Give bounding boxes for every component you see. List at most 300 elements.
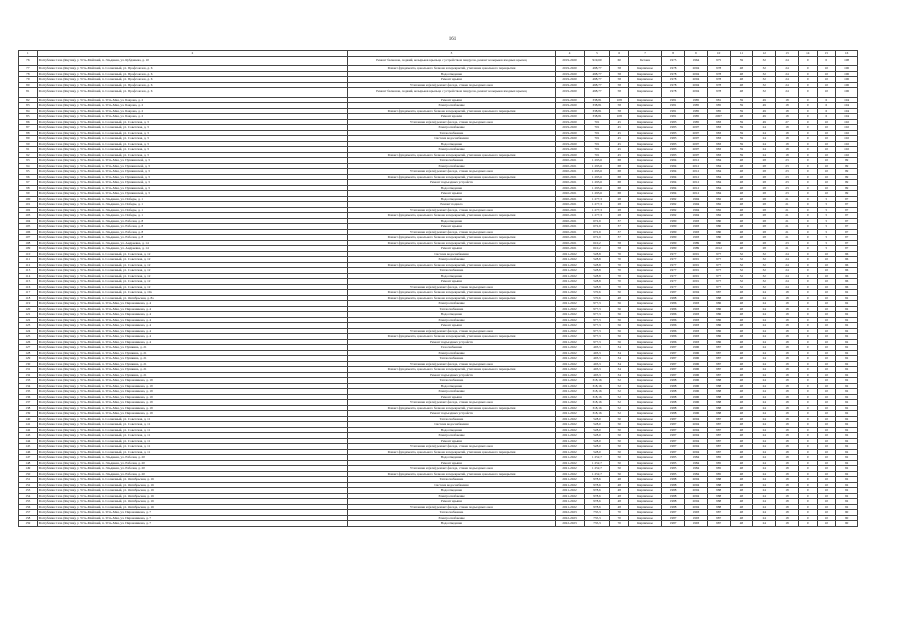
table-cell: 52: [610, 389, 629, 395]
table-cell: 2019-2020: [555, 136, 584, 142]
table-cell: 68: [610, 163, 629, 169]
table-cell: 10: [817, 356, 836, 362]
table-cell: 32: [753, 66, 776, 72]
table-cell: 23: [776, 158, 799, 164]
table-cell: Газоснабжение: [348, 345, 555, 351]
table-cell: 1996: [684, 345, 707, 351]
table-cell: 2020-2021: [555, 174, 584, 180]
table-cell: 978,6: [584, 482, 610, 488]
table-cell: 1986: [662, 328, 685, 334]
table-cell: 48: [730, 466, 753, 472]
table-cell: Кирпичное: [629, 97, 662, 103]
table-cell: 977,3: [584, 339, 610, 345]
table-cell: Электроснабжение: [348, 257, 555, 263]
table-cell: 24: [776, 251, 799, 257]
table-cell: Кирпичное: [629, 400, 662, 406]
table-cell: 48: [730, 224, 753, 230]
table-cell: 403,3: [584, 350, 610, 356]
table-cell: 24: [753, 449, 776, 455]
table-cell: 48: [730, 433, 753, 439]
table-cell: 6: [817, 108, 836, 114]
table-cell: 2021-2022: [555, 356, 584, 362]
table-cell: 0: [798, 361, 817, 367]
table-cell: Республика Саха (Якутия), у. Усть-Майский, п. Эльдикан, ул. Рабочая, д. 20: [37, 471, 348, 477]
table-cell: 102: [836, 152, 858, 158]
table-cell: 528,0: [584, 444, 610, 450]
table-cell: 24: [753, 411, 776, 417]
table-cell: 18: [776, 427, 799, 433]
table-cell: 2012: [684, 163, 707, 169]
table-cell: Республика Саха (Якутия), у. Усть-Майский, п. Эльдикан, ул. Победы, д. 1: [37, 207, 348, 213]
table-cell: 978,6: [584, 493, 610, 499]
table-cell: 610,2: [584, 240, 610, 246]
table-cell: 56: [610, 334, 629, 340]
table-cell: 68: [610, 191, 629, 197]
table-cell: 92: [836, 350, 858, 356]
table-cell: 978: [707, 66, 730, 72]
table-cell: 2004: [684, 422, 707, 428]
table-cell: 52: [610, 411, 629, 417]
table-cell: 48: [730, 207, 753, 213]
table-cell: 10: [817, 394, 836, 400]
table-cell: 117: [19, 290, 38, 296]
table-cell: 68: [610, 185, 629, 191]
table-cell: 2004: [684, 433, 707, 439]
table-cell: 983: [707, 119, 730, 125]
table-cell: Республика Саха (Якутия), у. Усть-Майский, п. Солнечный, ул. Советская, д. 11: [37, 433, 348, 439]
table-cell: 106: [836, 82, 858, 88]
table-cell: Кирпичное: [629, 196, 662, 202]
table-cell: 24: [753, 136, 776, 142]
table-cell: 128: [19, 350, 38, 356]
table-cell: 1987: [662, 372, 685, 378]
table-cell: 10: [817, 477, 836, 483]
table-cell: 48: [610, 295, 629, 301]
table-cell: 56: [610, 339, 629, 345]
table-cell: 1978: [662, 77, 685, 83]
table-cell: Республика Саха (Якутия), у. Усть-Майский, п. Солнечный, ул. Профсоюзов, д. 6: [37, 82, 348, 88]
table-cell: 76: [19, 56, 38, 66]
table-cell: 2001: [684, 262, 707, 268]
table-cell: Республика Саха (Якутия), у. Усть-Майский, п. Эльдикан, ул. Победы, д. 1: [37, 213, 348, 219]
table-cell: 2021-2022: [555, 273, 584, 279]
table-cell: 129: [19, 356, 38, 362]
table-cell: Республика Саха (Якутия), у. Усть-Майский, п. Солнечный, ул. Советская, д. 11: [37, 449, 348, 455]
table-cell: 120: [19, 306, 38, 312]
table-cell: 70: [610, 284, 629, 290]
table-cell: 50: [610, 438, 629, 444]
table-cell: 2019-2020: [555, 125, 584, 131]
table-cell: 1987: [662, 367, 685, 373]
table-cell: 24: [776, 273, 799, 279]
table-cell: Республика Саха (Якутия), у. Усть-Майский, п. Солнечный, ул. Профсоюзов, д. 6: [37, 71, 348, 77]
table-cell: Теплоснабжение: [348, 416, 555, 422]
table-cell: 988: [707, 383, 730, 389]
table-cell: 528,8: [584, 284, 610, 290]
table-cell: 92: [836, 504, 858, 510]
table-cell: Республика Саха (Якутия), у. Усть-Майский, п. Эльдикан, ул. Рабочая, д. 20: [37, 460, 348, 466]
table-cell: 5: [817, 246, 836, 252]
table-cell: 10: [817, 405, 836, 411]
table-cell: Республика Саха (Якутия), у. Усть-Майский, п. Усть-Мая, ул. Боярова, д. 2: [37, 97, 348, 103]
table-cell: 2022-2023: [555, 510, 584, 516]
table-cell: 140: [19, 416, 38, 422]
table-cell: Республика Саха (Якутия), у. Усть-Майский, п. Усть-Мая, ул. Пушкина, д. 21: [37, 356, 348, 362]
table-cell: 10: [817, 334, 836, 340]
table-cell: 0: [798, 515, 817, 521]
table-cell: 24: [753, 295, 776, 301]
table-cell: Кирпичное: [629, 334, 662, 340]
table-cell: Республика Саха (Якутия), у. Усть-Майский, п. Солнечный, ул. Октябрьская, д. 16: [37, 493, 348, 499]
table-cell: 48: [610, 488, 629, 494]
table-cell: 24: [753, 147, 776, 153]
table-cell: Кирпичное: [629, 444, 662, 450]
table-cell: 24: [753, 389, 776, 395]
table-cell: 735,3: [584, 510, 610, 516]
table-cell: Ремонт крыши: [348, 394, 555, 400]
table-cell: 70: [610, 510, 629, 516]
table-cell: 18: [776, 389, 799, 395]
table-cell: 18: [776, 438, 799, 444]
table-cell: 10: [817, 323, 836, 329]
table-cell: 48: [730, 438, 753, 444]
table-cell: 987: [707, 345, 730, 351]
table-cell: 2020-2021: [555, 163, 584, 169]
table-cell: 153: [19, 488, 38, 494]
table-cell: 10: [817, 141, 836, 147]
table-cell: 977,3: [584, 328, 610, 334]
table-cell: 986: [707, 312, 730, 318]
table-cell: 28: [610, 213, 629, 219]
table-cell: 0: [798, 405, 817, 411]
table-cell: 102: [836, 147, 858, 153]
table-cell: 48: [730, 356, 753, 362]
table-cell: 68: [610, 158, 629, 164]
table-cell: Кирпичное: [629, 191, 662, 197]
table-cell: 977: [707, 268, 730, 274]
table-cell: 1996: [684, 400, 707, 406]
table-cell: Водоотведение: [348, 196, 555, 202]
table-cell: 18: [776, 521, 799, 527]
table-cell: 1993: [684, 521, 707, 527]
table-cell: Кирпичное: [629, 482, 662, 488]
table-cell: 97: [836, 235, 858, 241]
table-cell: 1 252,7: [584, 471, 610, 477]
table-cell: 131: [19, 367, 38, 373]
table-cell: 98: [19, 185, 38, 191]
table-cell: 984: [707, 158, 730, 164]
table-cell: 977: [707, 257, 730, 263]
table-cell: 1993: [684, 312, 707, 318]
table-cell: 1996: [684, 350, 707, 356]
table-cell: 116: [19, 284, 38, 290]
table-cell: Республика Саха (Якутия), у. Усть-Майский, п. Усть-Мая, ул. Пушкина, д. 21: [37, 367, 348, 373]
table-cell: Республика Саха (Якутия), у. Усть-Майский, п. Эльдикан, ул. Кубдашева, д. 10: [37, 56, 348, 66]
table-cell: Кирпичное: [629, 389, 662, 395]
table-cell: 59: [730, 136, 753, 142]
table-cell: 58: [610, 103, 629, 109]
table-cell: Кирпичное: [629, 180, 662, 186]
table-cell: Ремонт подъездных устройств: [348, 411, 555, 417]
table-cell: Кирпичное: [629, 433, 662, 439]
table-cell: Кирпичное: [629, 152, 662, 158]
table-cell: Республика Саха (Якутия), у. Усть-Майский, п. Солнечный, ул. Советская, д. 12: [37, 284, 348, 290]
table-cell: 0: [798, 56, 817, 66]
table-cell: 2021-2022: [555, 488, 584, 494]
table-cell: 1 293,6: [584, 158, 610, 164]
table-cell: Кирпичное: [629, 103, 662, 109]
table-cell: 48: [730, 246, 753, 252]
table-cell: Кирпичное: [629, 323, 662, 329]
table-cell: Ремонт крыши: [348, 323, 555, 329]
table-cell: 18: [776, 339, 799, 345]
table-cell: 1988: [662, 499, 685, 505]
table-cell: Ремонт фундамента, цокольного балкона и перекрытий, утепление цокольного перекрытия: [348, 295, 555, 301]
table-cell: 980: [707, 229, 730, 235]
table-cell: 58: [610, 71, 629, 77]
table-cell: Утепление и (или) ремонт фасада, ставен подъездных окон: [348, 229, 555, 235]
table-cell: 124: [19, 328, 38, 334]
table-cell: Кирпичное: [629, 295, 662, 301]
table-cell: 570,6: [584, 290, 610, 296]
table-cell: 24: [753, 471, 776, 477]
table-cell: 24: [753, 427, 776, 433]
table-cell: 0: [798, 400, 817, 406]
column-number-cell: 3: [348, 51, 555, 57]
table-cell: Ремонт крыши: [348, 246, 555, 252]
table-cell: 2021-2022: [555, 405, 584, 411]
table-cell: Республика Саха (Якутия), у. Усть-Майский, п. Солнечный, ул. Советская, д. 11: [37, 444, 348, 450]
table-cell: 34: [610, 345, 629, 351]
table-cell: Кирпичное: [629, 268, 662, 274]
table-cell: Кирпичное: [629, 460, 662, 466]
table-cell: Ремонт крыши: [348, 279, 555, 285]
table-cell: 1980: [662, 218, 685, 224]
table-cell: 1977: [662, 257, 685, 263]
table-cell: 70: [610, 257, 629, 263]
table-cell: 10: [817, 268, 836, 274]
table-cell: 1 293,6: [584, 163, 610, 169]
table-cell: Республика Саха (Якутия), у. Усть-Майский, п. Солнечный, ул. Советская, д. 3: [37, 119, 348, 125]
table-cell: Ремонт крыши: [348, 460, 555, 466]
table-cell: 1986: [662, 312, 685, 318]
table-cell: Водоотведение: [348, 455, 555, 461]
table-cell: 498,77: [584, 88, 610, 98]
table-cell: 50: [610, 422, 629, 428]
table-cell: 24: [753, 394, 776, 400]
table-cell: 48: [730, 66, 753, 72]
table-cell: Ремонт фундамента, цокольного балкона и перекрытий, утепление цокольного перекрытия: [348, 367, 555, 373]
table-cell: 498,77: [584, 77, 610, 83]
table-cell: Кирпичное: [629, 279, 662, 285]
table-cell: Республика Саха (Якутия), у. Усть-Майский, п. Солнечный, ул. Советская, д. 3: [37, 141, 348, 147]
table-cell: 701: [584, 119, 610, 125]
table-cell: 983: [707, 125, 730, 131]
table-cell: 2004: [684, 504, 707, 510]
table-cell: Республика Саха (Якутия), у. Усть-Майский, п. Эльдикан, ул. Рабочая, д. 8: [37, 235, 348, 241]
table-cell: 2019-2020: [555, 82, 584, 88]
table-cell: 18: [776, 125, 799, 131]
table-cell: 1987: [662, 444, 685, 450]
table-cell: Система водоснабжения: [348, 136, 555, 142]
table-cell: 52: [610, 383, 629, 389]
table-cell: 1 277,3: [584, 196, 610, 202]
table-cell: 48: [730, 235, 753, 241]
table-cell: 2004: [684, 499, 707, 505]
table-cell: 1986: [662, 334, 685, 340]
table-cell: 10: [817, 504, 836, 510]
table-cell: Ремонт кровли: [348, 114, 555, 120]
table-cell: 1994: [684, 207, 707, 213]
table-cell: 2020-2021: [555, 180, 584, 186]
table-cell: 528,8: [584, 268, 610, 274]
table-cell: 92: [836, 400, 858, 406]
table-cell: Республика Саха (Якутия), у. Усть-Майский, п. Солнечный, ул. Октябрьская, д. 16: [37, 504, 348, 510]
table-cell: 18: [776, 361, 799, 367]
table-cell: 0: [798, 229, 817, 235]
table-cell: 1993: [684, 218, 707, 224]
table-cell: Ремонт фундамента, цокольного балкона и перекрытий, утепление цокольного перекрытия: [348, 108, 555, 114]
table-cell: 0: [798, 152, 817, 158]
table-cell: 24: [753, 372, 776, 378]
table-cell: 985: [707, 455, 730, 461]
table-cell: 18: [776, 367, 799, 373]
table-cell: 28: [753, 163, 776, 169]
table-cell: 1993: [684, 339, 707, 345]
table-cell: 672,9: [584, 235, 610, 241]
table-cell: Электроснабжение: [348, 433, 555, 439]
table-cell: 0: [798, 295, 817, 301]
table-cell: 0: [798, 88, 817, 98]
table-cell: 24: [753, 488, 776, 494]
table-cell: 52: [610, 378, 629, 384]
table-cell: 528,0: [584, 438, 610, 444]
table-cell: 10: [817, 82, 836, 88]
table-cell: 987: [707, 416, 730, 422]
table-cell: 986: [707, 334, 730, 340]
table-cell: 1980: [662, 240, 685, 246]
table-cell: 92: [836, 317, 858, 323]
table-cell: 92: [836, 482, 858, 488]
table-cell: 99: [836, 163, 858, 169]
table-cell: 18: [776, 378, 799, 384]
table-cell: 2021-2022: [555, 301, 584, 307]
table-cell: 48: [730, 88, 753, 98]
table-cell: 21: [776, 235, 799, 241]
table-cell: Водоотведение: [348, 141, 555, 147]
table-cell: 28: [610, 202, 629, 208]
table-cell: 34: [610, 367, 629, 373]
table-cell: 24: [753, 521, 776, 527]
table-cell: Кирпичное: [629, 378, 662, 384]
table-cell: 123: [19, 323, 38, 329]
table-cell: Республика Саха (Якутия), у. Усть-Майский, п. Солнечный, ул. Октябрьская, д. 16: [37, 477, 348, 483]
table-cell: 28: [753, 240, 776, 246]
column-number-cell: 4: [555, 51, 584, 57]
table-cell: 24: [753, 455, 776, 461]
table-cell: 1996: [684, 405, 707, 411]
column-number-cell: 13: [776, 51, 799, 57]
table-cell: Ремонт фундамента, цокольного балкона и перекрытий, утепление цокольного перекрытия: [348, 471, 555, 477]
table-cell: 48: [730, 383, 753, 389]
table-cell: 984: [707, 174, 730, 180]
table-cell: 10: [817, 438, 836, 444]
table-cell: 1996: [684, 361, 707, 367]
table-cell: 6: [817, 114, 836, 120]
table-cell: 2004: [684, 449, 707, 455]
table-cell: 0: [798, 273, 817, 279]
table-cell: Республика Саха (Якутия), у. Усть-Майский, п. Усть-Мая, ул. Боярова, д. 2: [37, 103, 348, 109]
table-cell: 0: [798, 262, 817, 268]
table-cell: 2021-2022: [555, 361, 584, 367]
table-cell: 50: [610, 466, 629, 472]
table-cell: 2012: [707, 246, 730, 252]
table-cell: 48: [730, 317, 753, 323]
table-cell: 2004: [684, 477, 707, 483]
table-cell: 24: [753, 400, 776, 406]
table-cell: 59: [730, 103, 753, 109]
table-cell: 10: [817, 488, 836, 494]
table-cell: Кирпичное: [629, 306, 662, 312]
table-cell: 10: [817, 460, 836, 466]
table-cell: 10: [817, 427, 836, 433]
table-cell: 18: [776, 466, 799, 472]
table-cell: 318,16: [584, 411, 610, 417]
table-cell: 118: [19, 295, 38, 301]
table-cell: 24: [753, 345, 776, 351]
table-cell: 0: [798, 466, 817, 472]
table-cell: 58: [610, 108, 629, 114]
table-cell: 2019-2020: [555, 119, 584, 125]
table-cell: Утепление и (или) ремонт фасада, ставен подъездных окон: [348, 361, 555, 367]
table-cell: Кирпичное: [629, 240, 662, 246]
table-cell: 92: [836, 488, 858, 494]
table-cell: 32: [730, 257, 753, 263]
table-cell: 1987: [662, 510, 685, 516]
table-cell: 2004: [684, 66, 707, 72]
table-cell: 18: [776, 97, 799, 103]
table-cell: 96: [836, 279, 858, 285]
table-cell: 77: [19, 66, 38, 72]
table-cell: 24: [776, 279, 799, 285]
table-cell: 528,0: [584, 449, 610, 455]
table-cell: 0: [798, 306, 817, 312]
column-number-cell: 11: [730, 51, 753, 57]
table-cell: 48: [730, 77, 753, 83]
table-cell: 0: [798, 147, 817, 153]
table-cell: Республика Саха (Якутия), у. Усть-Майский, п. Эльдикан, ул. Рабочая, д. 8: [37, 229, 348, 235]
table-cell: Кирпичное: [629, 405, 662, 411]
table-cell: 672,9: [584, 218, 610, 224]
table-cell: 1987: [662, 515, 685, 521]
table-cell: 0: [798, 411, 817, 417]
table-cell: 0: [798, 372, 817, 378]
table-cell: Кирпичное: [629, 273, 662, 279]
table-cell: Кирпичное: [629, 317, 662, 323]
table-cell: 105: [19, 224, 38, 230]
table-cell: Ремонт балконов, лоджий, козырьков крыльца с устройством пандусов, ремонт козырьков входных крылец: [348, 56, 555, 66]
table-cell: Кирпичное: [629, 224, 662, 230]
table-cell: 48: [730, 306, 753, 312]
table-cell: 48: [730, 191, 753, 197]
table-cell: Республика Саха (Якутия), у. Усть-Майский, п. Усть-Мая, ул. Пирожникова, д. 4: [37, 339, 348, 345]
table-cell: 1984: [662, 185, 685, 191]
table-cell: Утепление и (или) ремонт фасада, ставен подъездных окон: [348, 119, 555, 125]
table-cell: 24: [753, 356, 776, 362]
table-cell: 701: [584, 141, 610, 147]
table-cell: Республика Саха (Якутия), у. Усть-Майский, п. Солнечный, ул. Советская, д. 10а: [37, 290, 348, 296]
table-cell: Теплоснабжение: [348, 158, 555, 164]
